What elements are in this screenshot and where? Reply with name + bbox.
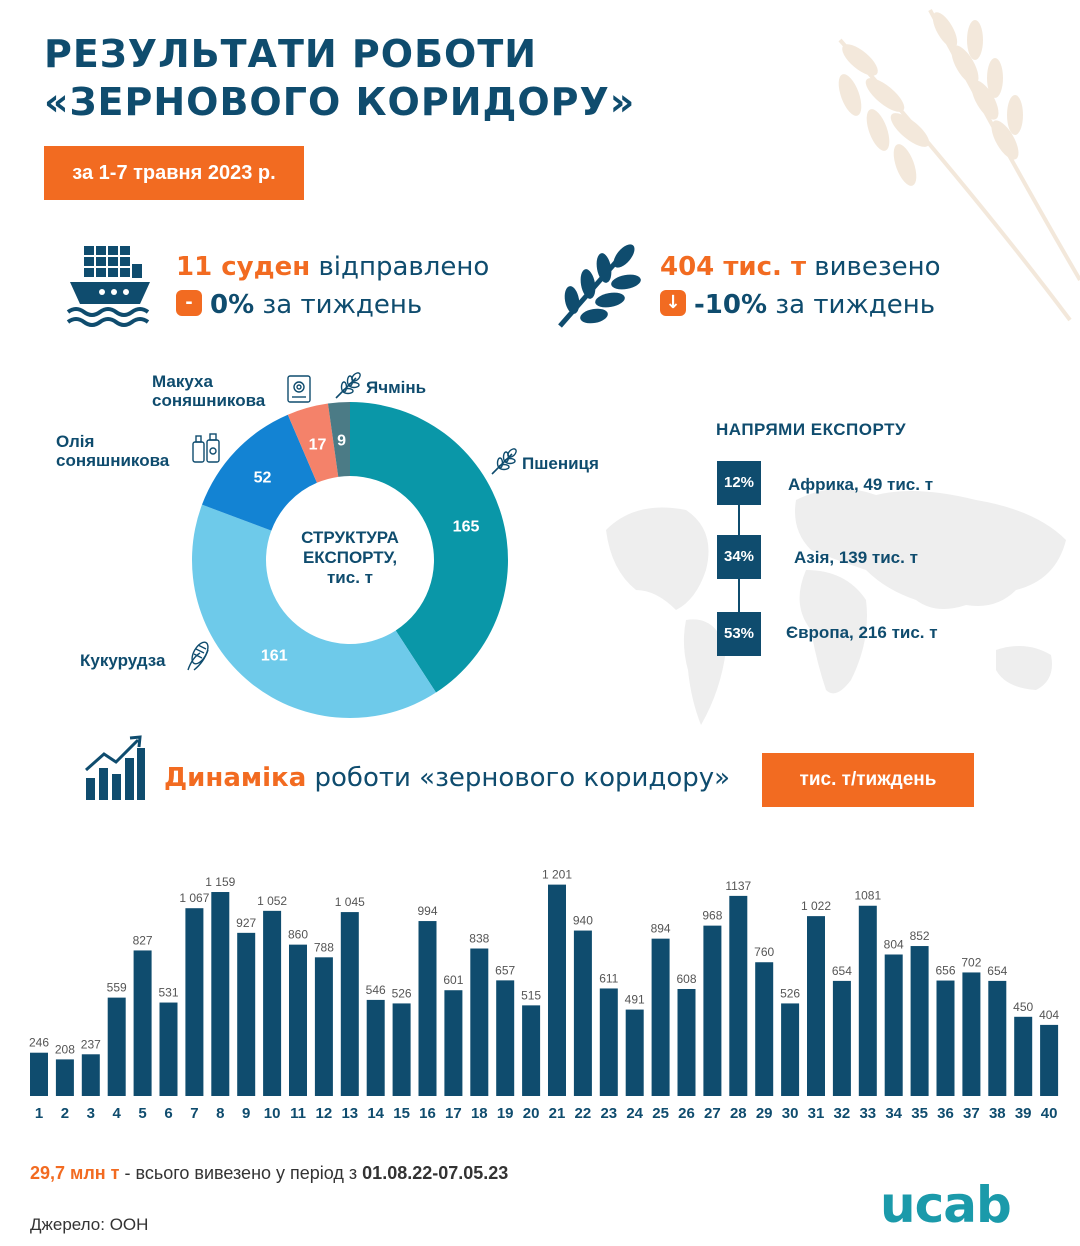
bar-value-label: 1 067: [179, 891, 210, 906]
bar-week-17: [444, 990, 462, 1096]
ships-change-line: [176, 290, 422, 320]
bar-week-18: [470, 949, 488, 1096]
bar-value-label: 927: [236, 915, 257, 930]
x-tick-label: 8: [216, 1105, 225, 1122]
x-tick-label: 5: [138, 1105, 147, 1122]
bar-value-label: 968: [702, 908, 723, 923]
donut-value-wheat: 165: [452, 518, 480, 536]
bar-week-5: [134, 950, 152, 1096]
donut-value-sunoil: 52: [253, 469, 272, 487]
bar-week-2: [56, 1059, 74, 1096]
bar-value-label: 852: [909, 929, 930, 944]
x-tick-label: 26: [678, 1105, 695, 1122]
dynamics-title: [164, 763, 730, 793]
direction-percent-asia: 34%: [717, 535, 761, 579]
bar-value-label: 838: [469, 931, 490, 946]
bar-week-33: [859, 906, 877, 1096]
bar-value-label: 804: [883, 937, 904, 952]
corn-icon: [184, 640, 212, 672]
tonnage-value: 404 тис. т: [660, 252, 807, 282]
total-text: - всього вивезено у період з: [119, 1163, 363, 1183]
x-tick-label: 30: [781, 1105, 799, 1122]
ships-line: [176, 252, 489, 282]
x-tick-label: 16: [419, 1105, 436, 1122]
page-title: РЕЗУЛЬТАТИ РОБОТИ «ЗЕРНОВОГО КОРИДОРУ»: [44, 32, 636, 124]
bar-week-23: [600, 988, 618, 1096]
bar-week-1: [30, 1053, 48, 1096]
tonnage-text: вивезено: [806, 252, 941, 282]
ucab-logo: ucab: [880, 1176, 1011, 1234]
donut-center-label: СТРУКТУРА ЕКСПОРТУ, тис. т: [301, 528, 399, 587]
total-period: 01.08.22-07.05.23: [362, 1163, 509, 1183]
x-tick-label: 14: [367, 1105, 385, 1122]
bar-value-label: 531: [158, 985, 179, 1000]
bar-week-25: [652, 939, 670, 1096]
x-tick-label: 17: [445, 1105, 462, 1122]
bar-value-label: 450: [1013, 999, 1034, 1014]
bar-week-9: [237, 933, 255, 1096]
bar-week-14: [367, 1000, 385, 1096]
bar-week-37: [962, 972, 980, 1096]
x-tick-label: 27: [704, 1105, 721, 1122]
x-tick-label: 15: [393, 1105, 410, 1122]
x-tick-label: 6: [164, 1105, 173, 1122]
ships-text: відправлено: [310, 252, 490, 282]
bar-value-label: 1081: [854, 888, 882, 903]
x-tick-label: 12: [315, 1105, 333, 1122]
bar-value-label: 611: [599, 971, 619, 986]
donut-value-corn: 161: [260, 647, 288, 665]
sunflower-cake-icon: [286, 374, 312, 404]
x-tick-label: 3: [86, 1105, 95, 1122]
x-tick-label: 21: [548, 1105, 566, 1122]
bar-value-label: 654: [831, 963, 852, 978]
bar-week-29: [755, 962, 773, 1096]
bar-week-15: [393, 1003, 411, 1096]
unit-badge: тис. т/тиждень: [762, 753, 974, 807]
x-tick-label: 9: [242, 1105, 251, 1122]
oil-bottles-icon: [190, 432, 222, 464]
bar-week-16: [419, 921, 437, 1096]
bar-week-8: [211, 892, 229, 1096]
direction-label-europe: Європа, 216 тис. т: [786, 623, 938, 642]
bar-value-label: 994: [417, 904, 438, 919]
bar-week-22: [574, 931, 592, 1096]
wheat-small-icon: [490, 448, 518, 476]
bar-week-27: [703, 926, 721, 1096]
x-tick-label: 4: [112, 1105, 121, 1122]
bar-value-label: 491: [624, 992, 645, 1007]
bar-week-35: [911, 946, 929, 1096]
ship-icon: [66, 244, 154, 330]
x-tick-label: 2: [60, 1105, 70, 1122]
weekly-export-bar-chart: [0, 840, 1080, 1130]
bar-value-label: 559: [106, 980, 127, 995]
bar-week-4: [108, 998, 126, 1096]
x-tick-label: 38: [988, 1105, 1006, 1122]
bar-week-7: [185, 908, 203, 1096]
bar-week-24: [626, 1010, 644, 1096]
direction-percent-africa: 12%: [717, 461, 761, 505]
bar-week-6: [160, 1003, 178, 1096]
tonnage-change-chip: ↓: [660, 290, 686, 316]
x-tick-label: 34: [885, 1105, 903, 1122]
tonnage-change-line: [660, 290, 935, 320]
label-cake: Макуха соняшникова: [152, 372, 266, 410]
x-tick-label: 29: [755, 1105, 773, 1122]
bar-value-label: 654: [987, 963, 1008, 978]
bar-week-20: [522, 1005, 540, 1096]
bar-week-34: [885, 954, 903, 1096]
bar-value-label: 601: [443, 973, 464, 988]
total-exported: [30, 1163, 508, 1184]
x-tick-label: 36: [937, 1105, 954, 1122]
bar-week-30: [781, 1003, 799, 1096]
bar-value-label: 1 045: [334, 895, 365, 910]
bar-value-label: 1 201: [541, 867, 573, 882]
bar-value-label: 608: [676, 971, 697, 986]
bar-week-39: [1014, 1017, 1032, 1096]
direction-label-africa: Африка, 49 тис. т: [788, 475, 934, 494]
growth-chart-icon: [84, 734, 146, 800]
bar-week-12: [315, 957, 333, 1096]
x-tick-label: 23: [600, 1105, 618, 1122]
bar-value-label: 515: [521, 988, 542, 1003]
x-tick-label: 39: [1014, 1105, 1032, 1122]
bar-value-label: 657: [495, 963, 516, 978]
bar-value-label: 940: [572, 913, 593, 928]
directions-title: НАПРЯМИ ЕКСПОРТУ: [716, 420, 907, 439]
x-tick-label: 11: [290, 1105, 306, 1122]
bar-week-38: [988, 981, 1006, 1096]
bar-value-label: 246: [28, 1035, 50, 1050]
bar-value-label: 546: [365, 982, 386, 997]
x-tick-label: 33: [859, 1105, 877, 1122]
x-tick-label: 32: [833, 1105, 851, 1122]
bar-value-label: 1137: [725, 878, 752, 893]
wheat-icon: [556, 242, 642, 330]
x-tick-label: 28: [729, 1105, 747, 1122]
bar-value-label: 827: [132, 933, 153, 948]
direction-label-asia: Азія, 139 тис. т: [794, 548, 918, 567]
dynamics-title-rest: роботи «зернового коридору»: [306, 763, 731, 793]
x-tick-label: 35: [911, 1105, 928, 1122]
source-note: Джерело: ООН: [30, 1215, 149, 1234]
x-tick-label: 40: [1040, 1105, 1058, 1122]
bar-week-10: [263, 911, 281, 1096]
bar-week-3: [82, 1054, 100, 1096]
x-tick-label: 19: [496, 1105, 514, 1122]
period-badge: за 1-7 травня 2023 р.: [44, 146, 304, 200]
x-tick-label: 37: [963, 1105, 980, 1122]
donut-value-cake: 17: [308, 436, 327, 454]
bar-week-28: [729, 896, 747, 1096]
x-tick-label: 31: [807, 1105, 825, 1122]
ships-change-chip: -: [176, 290, 202, 316]
bar-value-label: 702: [961, 955, 982, 970]
label-corn: Кукурудза: [80, 651, 166, 670]
ships-count: 11 суден: [176, 252, 311, 282]
bar-value-label: 208: [54, 1042, 75, 1057]
bar-week-13: [341, 912, 359, 1096]
x-tick-label: 10: [263, 1105, 281, 1122]
bar-week-32: [833, 981, 851, 1096]
bar-week-40: [1040, 1025, 1058, 1096]
ships-change-value: 0%: [210, 290, 255, 320]
bar-value-label: 894: [650, 921, 671, 936]
bar-value-label: 760: [754, 945, 775, 960]
x-tick-label: 24: [626, 1105, 644, 1122]
bar-week-11: [289, 945, 307, 1096]
label-wheat: Пшениця: [522, 454, 599, 473]
ships-change-text: за тиждень: [254, 290, 423, 320]
label-barley: Ячмінь: [366, 378, 427, 397]
bar-week-26: [678, 989, 696, 1096]
bar-value-label: 656: [935, 963, 956, 978]
x-tick-label: 25: [652, 1105, 669, 1122]
bar-week-31: [807, 916, 825, 1096]
bar-value-label: 526: [391, 986, 412, 1001]
bar-value-label: 788: [313, 940, 334, 955]
barley-icon: [334, 372, 362, 400]
dynamics-title-accent: Динаміка: [164, 763, 307, 793]
bar-week-21: [548, 885, 566, 1096]
tonnage-change-value: -10%: [694, 290, 768, 320]
bar-value-label: 860: [287, 927, 309, 942]
x-tick-label: 22: [574, 1105, 592, 1122]
bar-value-label: 1 159: [205, 875, 236, 890]
x-tick-label: 20: [522, 1105, 540, 1122]
bar-week-19: [496, 980, 514, 1096]
tonnage-change-text: за тиждень: [767, 290, 936, 320]
direction-percent-europe: 53%: [717, 612, 761, 656]
total-value: 29,7 млн т: [30, 1163, 120, 1183]
donut-value-barley: 9: [337, 432, 346, 450]
tonnage-line: [660, 252, 941, 282]
bar-value-label: 404: [1039, 1007, 1060, 1022]
label-sunoil: Олія соняшникова: [56, 432, 170, 470]
bar-value-label: 237: [80, 1037, 101, 1052]
bar-value-label: 526: [780, 986, 801, 1001]
bar-value-label: 1 022: [800, 899, 832, 914]
x-tick-label: 1: [34, 1105, 44, 1122]
bar-value-label: 1 052: [257, 893, 288, 908]
x-tick-label: 18: [470, 1105, 488, 1122]
x-tick-label: 7: [190, 1105, 199, 1122]
bar-week-36: [937, 981, 955, 1096]
x-tick-label: 13: [341, 1105, 359, 1122]
